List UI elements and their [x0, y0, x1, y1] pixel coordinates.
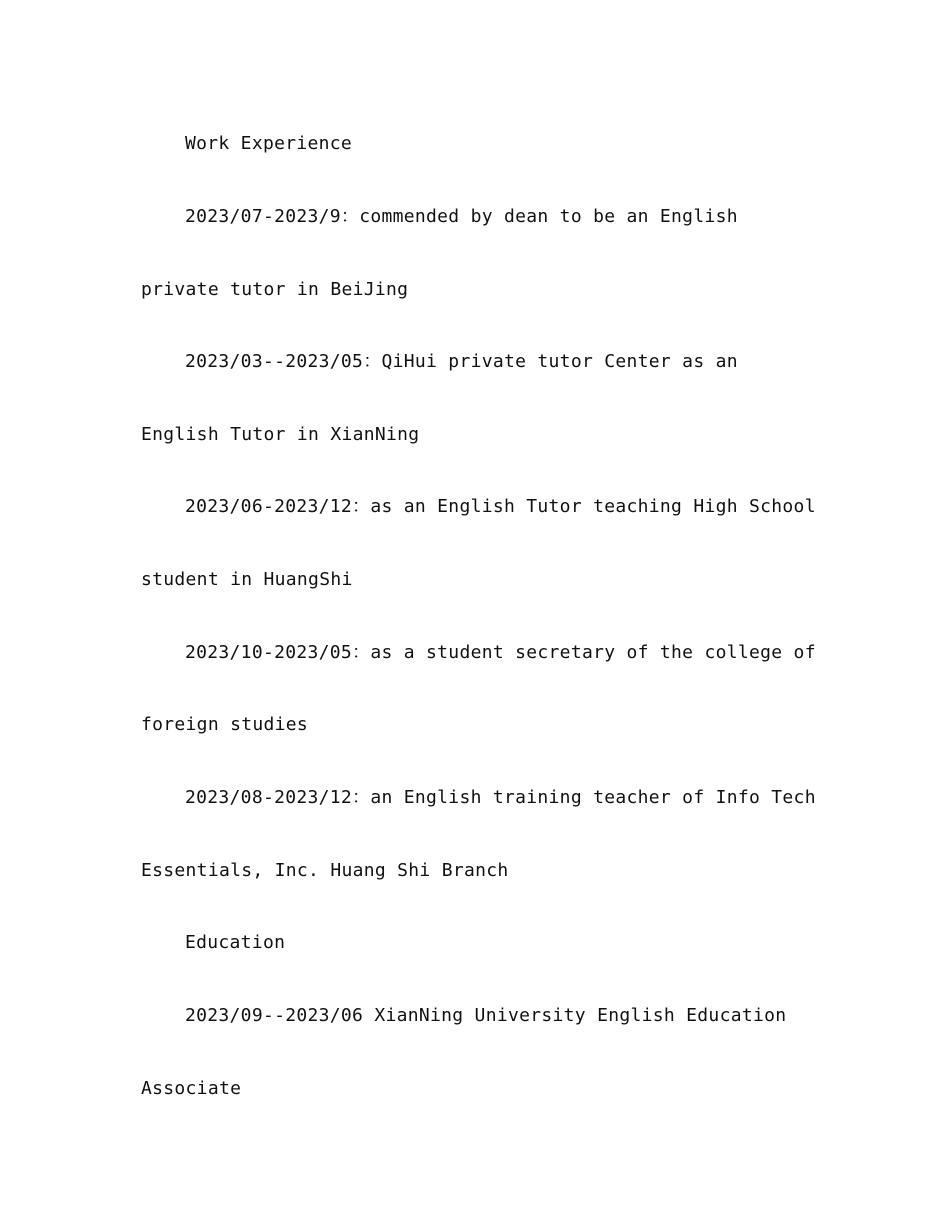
work-item-5-line-2: Essentials, Inc. Huang Shi Branch [141, 860, 509, 881]
work-item-4-line-1: 2023/10-2023/05：as a student secretary of the college of [185, 642, 816, 663]
education-item-1-line-1: 2023/09--2023/06 XianNing University English Education [185, 1005, 787, 1026]
work-item-2-line-1: 2023/03--2023/05：QiHui private tutor Center as an [185, 351, 738, 372]
work-item-1-line-1: 2023/07-2023/9：commended by dean to be an English [185, 206, 738, 227]
work-experience-heading: Work Experience [185, 133, 353, 154]
work-item-3-line-1: 2023/06-2023/12：as an English Tutor teaching High School [185, 496, 816, 517]
work-item-4-line-2: foreign studies [141, 714, 309, 735]
work-item-1-line-2: private tutor in BeiJing [141, 279, 409, 300]
work-item-2-line-2: English Tutor in XianNing [141, 424, 420, 445]
education-heading: Education [185, 932, 286, 953]
work-item-3-line-2: student in HuangShi [141, 569, 353, 590]
work-item-5-line-1: 2023/08-2023/12：an English training teacher of Info Tech [185, 787, 816, 808]
education-item-1-line-2: Associate [141, 1078, 242, 1099]
